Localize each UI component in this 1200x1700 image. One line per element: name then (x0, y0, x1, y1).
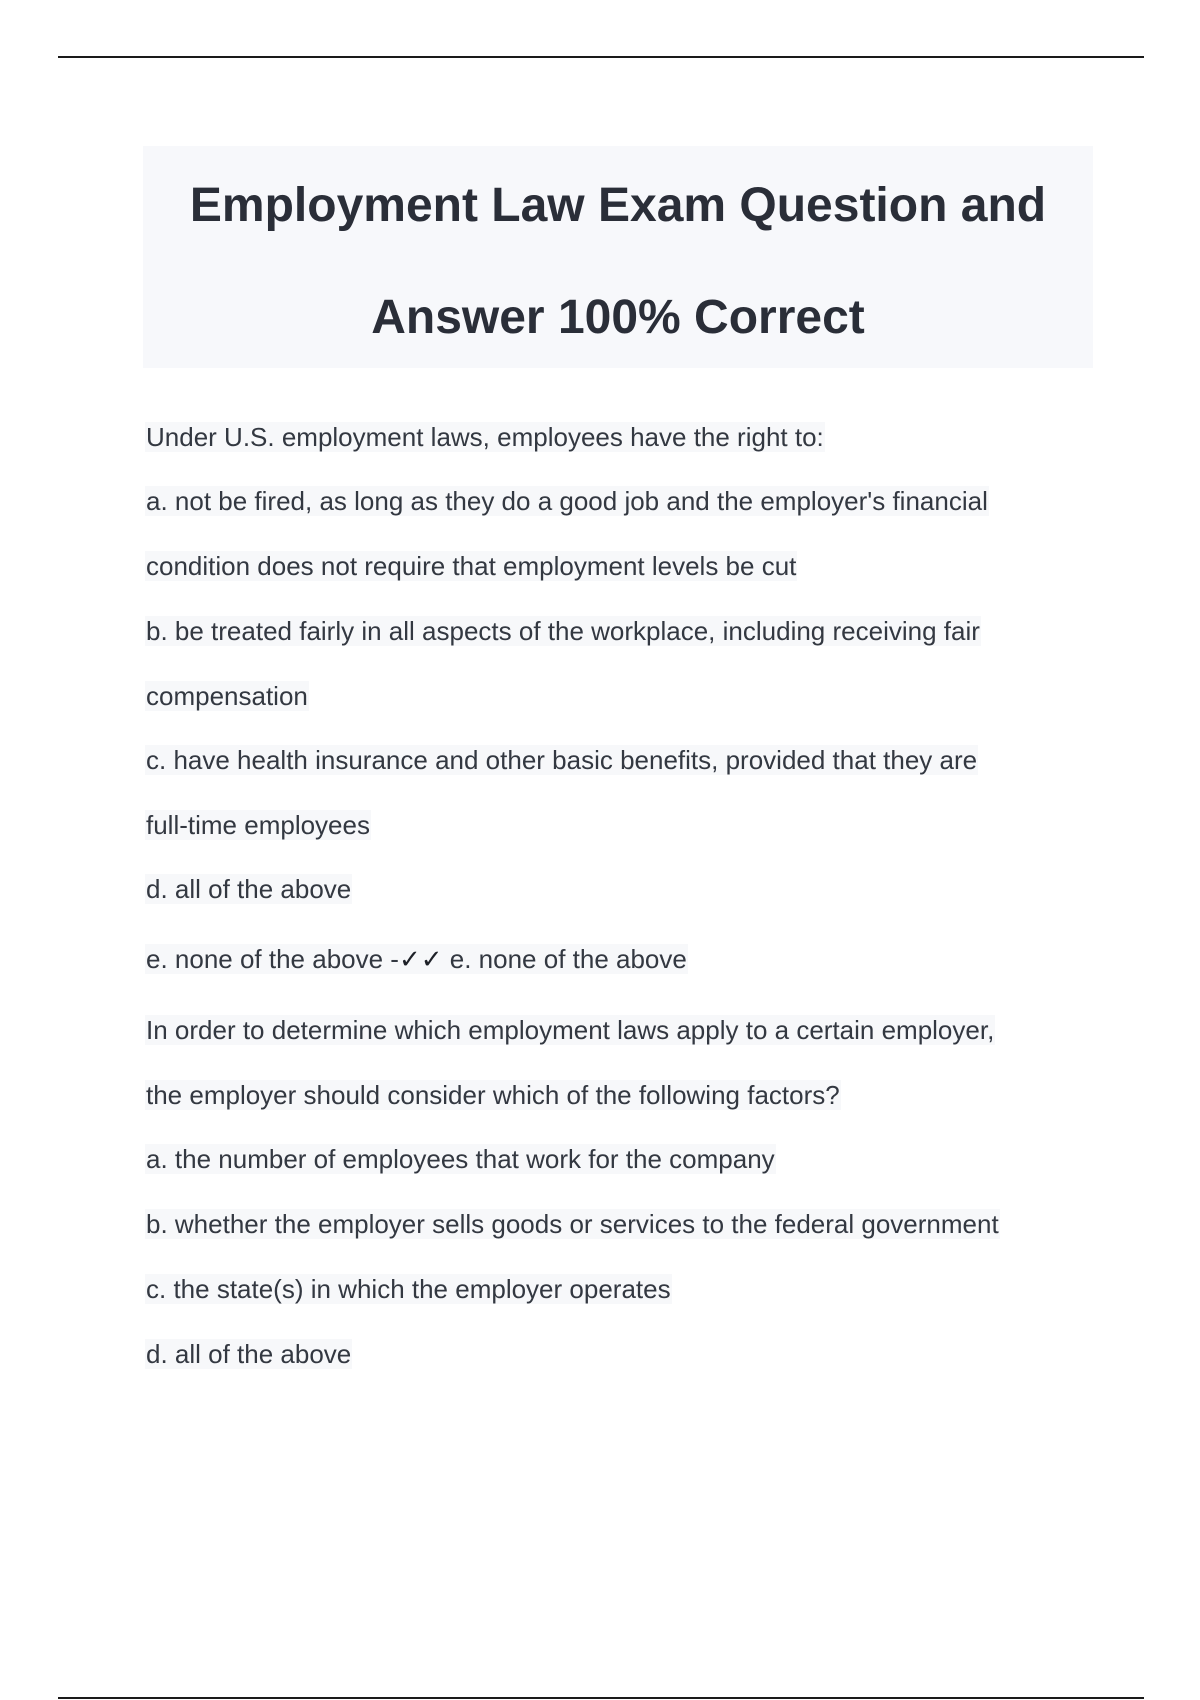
q2-option-d: d. all of the above (146, 1339, 352, 1369)
q1-question: Under U.S. employment laws, employees have the right to: (146, 422, 824, 452)
q1-answer: e. none of the above (442, 944, 687, 974)
q2-question-line-1: In order to determine which employment laws apply to a certain employer, (146, 1015, 995, 1045)
q1-option-a-line-1: a. not be fired, as long as they do a good job and the employer's financial (146, 486, 988, 516)
q2-option-a: a. the number of employees that work for the company (146, 1144, 775, 1174)
q1-option-e-with-answer (145, 942, 688, 976)
q1-option-c-line-2: full-time employees (146, 810, 370, 840)
q2-question-line-2: the employer should consider which of the following factors? (146, 1080, 840, 1110)
q2-option-c: c. the state(s) in which the employer operates (146, 1274, 671, 1304)
title-banner (143, 146, 1093, 368)
q1-option-d: d. all of the above (146, 874, 352, 904)
document-title-line-2: Answer 100% Correct (371, 291, 865, 344)
bottom-rule (58, 1697, 1144, 1699)
answer-check-icon: ✓✓ (398, 944, 443, 974)
q2-option-b: b. whether the employer sells goods or services to the federal government (146, 1209, 999, 1239)
q1-option-a-line-2: condition does not require that employment levels be cut (146, 551, 797, 581)
document-title-line-1: Employment Law Exam Question and (189, 179, 1047, 232)
q1-option-e: e. none of the above - (146, 944, 399, 974)
top-rule (58, 56, 1144, 58)
q1-option-c-line-1: c. have health insurance and other basic benefits, provided that they are (146, 745, 978, 775)
q1-option-b-line-1: b. be treated fairly in all aspects of the workplace, including receiving fair (146, 616, 980, 646)
q1-option-b-line-2: compensation (146, 681, 308, 711)
